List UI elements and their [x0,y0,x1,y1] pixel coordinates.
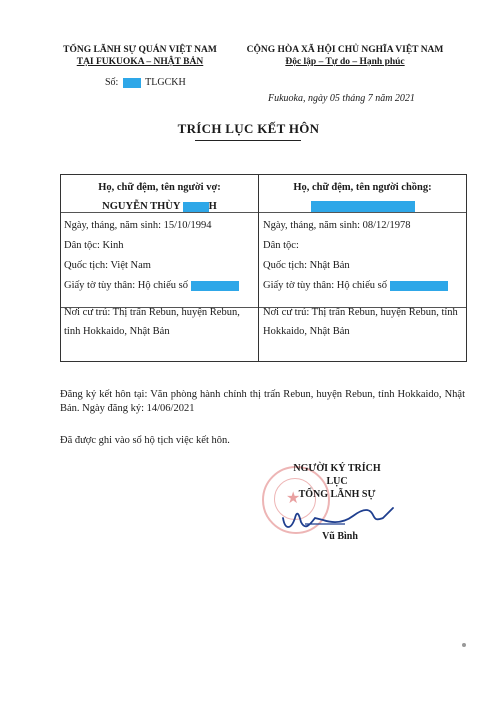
husband-ethnic: Dân tộc: [263,240,299,251]
issuer-line1: TỔNG LÃNH SỰ QUÁN VIỆT NAM [63,45,217,55]
scan-dot [462,643,466,647]
husband-id [263,279,466,293]
husband-dob: Ngày, tháng, năm sinh: 08/12/1978 [263,220,411,231]
national-header [245,44,445,68]
signer-title2: TỔNG LÃNH SỰ [298,489,376,500]
wife-ethnic: Dân tộc: Kinh [64,240,124,251]
number-suffix: TLGCKH [145,77,186,88]
national-motto: Độc lập – Tự do – Hạnh phúc [285,57,405,67]
signer-name: Vũ Bình [322,531,358,542]
issuer-line2: TẠI FUKUOKA – NHẬT BẢN [76,57,204,67]
wife-id-label: Giấy tờ tùy thân: Hộ chiếu số [64,280,188,291]
document-number [105,77,186,88]
husband-residence: Nơi cư trú: Thị trấn Rebun, huyện Rebun, tỉnh Hokkaido, Nhật Bản [263,307,458,337]
seal-star-icon: ★ [286,490,301,507]
signer-title1: NGƯỜI KÝ TRÍCH LỤC [293,463,381,487]
issuer-header [55,44,225,68]
redacted-number [123,78,141,88]
national-line1: CỘNG HÒA XÃ HỘI CHỦ NGHĨA VIỆT NAM [246,45,444,55]
redacted-wife-name [183,202,209,212]
wife-residence: Nơi cư trú: Thị trấn Rebun, huyện Rebun, tỉnh Hokkaido, Nhật Bản [64,307,240,337]
wife-id [64,279,258,293]
husband-nationality: Quốc tịch: Nhật Bản [263,260,350,271]
wife-name-text: NGUYỄN THÙY [102,201,181,212]
redacted-husband-name [311,201,415,212]
wife-column [61,175,259,361]
wife-dob: Ngày, tháng, năm sinh: 15/10/1994 [64,220,212,231]
recorded-text: Đã được ghi vào sổ hộ tịch việc kết hôn. [60,435,230,446]
title-underline [195,140,301,141]
redacted-husband-passport [390,281,448,291]
wife-name-end: H [208,201,217,212]
registration-text: Đăng ký kết hôn tại: Văn phòng hành chính thị trấn Rebun, huyện Rebun, tỉnh Hokkaido, Nhật Bản. Ngày đăng ký: 14/06/2021 [60,389,465,414]
redacted-wife-passport [191,281,239,291]
wife-heading: Họ, chữ đệm, tên người vợ: [98,182,221,193]
husband-heading: Họ, chữ đệm, tên người chồng: [293,182,432,193]
husband-column [259,175,466,361]
date-line: Fukuoka, ngày 05 tháng 7 năm 2021 [268,93,415,104]
husband-id-label: Giấy tờ tùy thân: Hộ chiếu số [263,280,387,291]
document-title: TRÍCH LỤC KẾT HÔN [177,121,320,136]
number-prefix: Số: [105,77,119,88]
marriage-table [60,174,467,362]
wife-nationality: Quốc tịch: Việt Nam [64,260,151,271]
signer-block [282,462,392,501]
